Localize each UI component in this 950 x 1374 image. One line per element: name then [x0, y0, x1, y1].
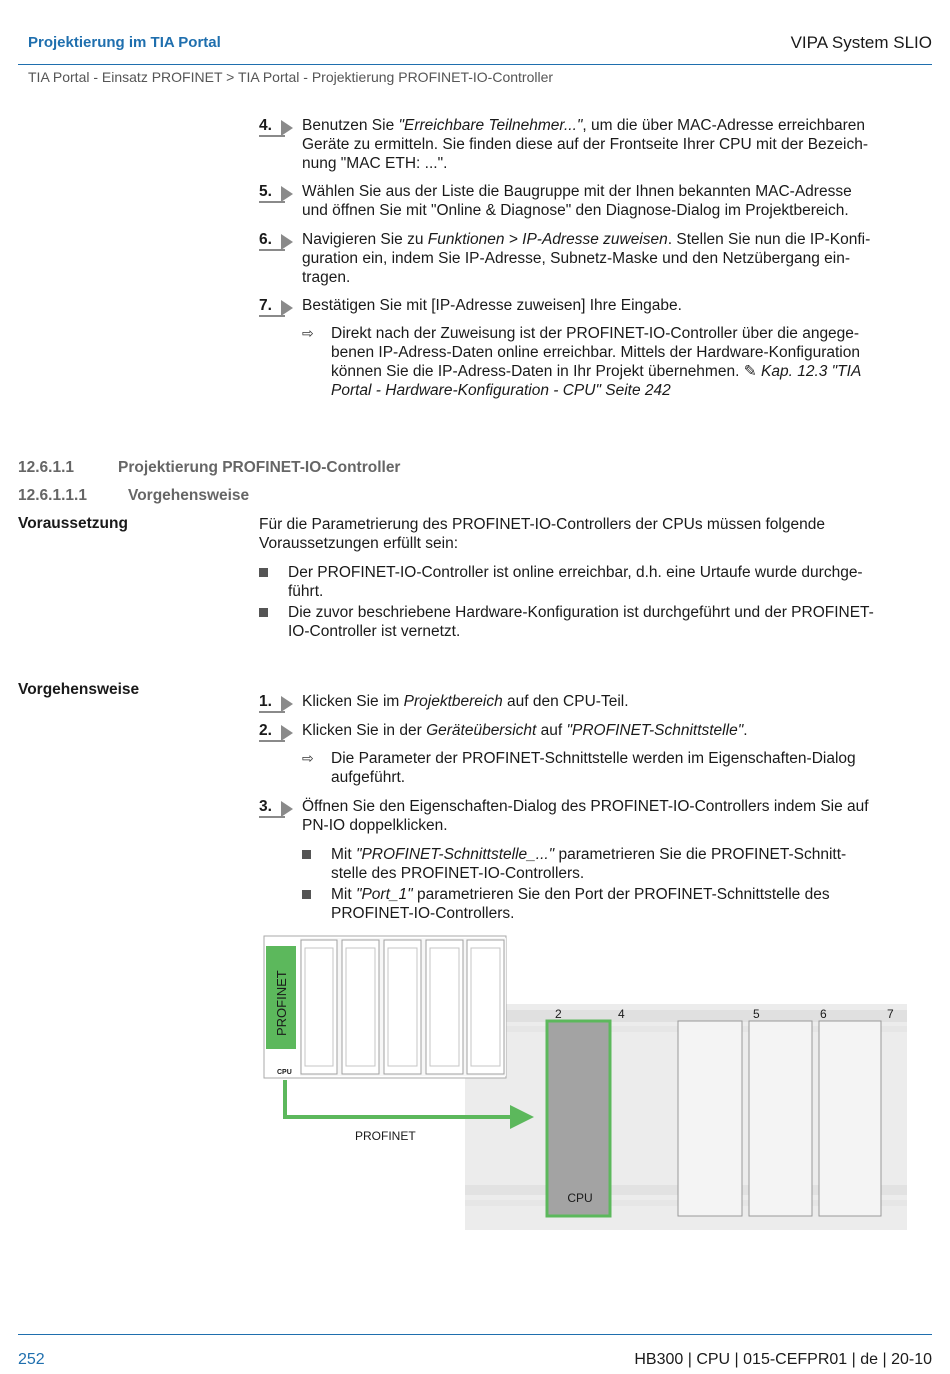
page-number: 252: [18, 1351, 45, 1368]
header-product: VIPA System SLIO: [790, 33, 932, 52]
slot-number: 7: [887, 1007, 894, 1021]
breadcrumb: TIA Portal - Einsatz PROFINET > TIA Portal - Projektierung PROFINET-IO-Controller: [28, 69, 554, 85]
heading-12-6-1-1-title: Projektierung PROFINET-IO-Controller: [118, 459, 401, 476]
list-item: Mit "PROFINET-Schnittstelle_..." parametrieren Sie die PROFINET-Schnitt- stelle des PROFINET-IO-Controllers.: [302, 845, 932, 883]
bullet-square-icon: [302, 890, 311, 899]
heading-12-6-1-1-1-number: 12.6.1.1.1: [18, 487, 87, 504]
step-arrow-icon: [281, 300, 293, 316]
list-item: Der PROFINET-IO-Controller ist online erreichbar, d.h. eine Urtaufe wurde durchge- führt.: [259, 563, 929, 601]
step-4: 4. Benutzen Sie "Erreichbare Teilnehmer...", um die über MAC-Adresse erreichbaren Geräte zu ermitteln. Sie finden diese auf der Frontseite Ihrer CPU mit der Bezeich- nung "MAC ETH: ...".: [259, 117, 868, 172]
step-arrow-icon: [281, 186, 293, 202]
step-number: 7.: [259, 296, 295, 315]
step-number: 2.: [259, 721, 295, 740]
step-number: 1.: [259, 692, 295, 711]
step-7: 7. Bestätigen Sie mit [IP-Adresse zuweisen] Ihre Eingabe.: [259, 296, 929, 315]
bullet-square-icon: [259, 608, 268, 617]
result-step-2: ⇨ Die Parameter der PROFINET-Schnittstelle werden im Eigenschaften-Dialog aufgeführt.: [302, 750, 856, 786]
heading-12-6-1-1-number: 12.6.1.1: [18, 459, 75, 476]
slot-7: [819, 1021, 881, 1216]
profinet-vertical-label: PROFINET: [274, 970, 289, 1036]
cpu-module: [547, 1021, 610, 1216]
step-number: 3.: [259, 797, 295, 816]
step-arrow-icon: [281, 725, 293, 741]
result-step-7: ⇨ Direkt nach der Zuweisung ist der PROFINET-IO-Controller über die angege- benen IP-Adress-Daten online erreichbar. Mittels der Hardware-Konfiguration können Sie die IP-Adress-Daten in Ihr Projekt übernehmen. ✎ Kap. 12.3 "TIA Portal - Hardware-Konfiguration - CPU" Seite 242: [302, 325, 862, 399]
slot-number: 4: [618, 1007, 625, 1021]
footer-divider: [18, 1334, 932, 1335]
heading-12-6-1-1-1-title: Vorgehensweise: [128, 487, 250, 504]
list-item: Die zuvor beschriebene Hardware-Konfiguration ist durchgeführt und der PROFINET- IO-Controller ist vernetzt.: [259, 603, 929, 641]
step-number: 6.: [259, 230, 295, 249]
step-2: 2. Klicken Sie in der Geräteübersicht auf "PROFINET-Schnittstelle".: [259, 721, 929, 740]
step-number: 4.: [259, 116, 295, 135]
cross-reference-link-cont[interactable]: Portal - Hardware-Konfiguration - CPU" Seite 242: [331, 382, 671, 399]
step-5: 5. Wählen Sie aus der Liste die Baugruppe mit der Ihnen bekannten MAC-Adresse und öffnen Sie mit "Online & Diagnose" den Diagnose-Dialog im Projektbereich.: [259, 183, 852, 219]
slot-6: [749, 1021, 812, 1216]
step-3: 3. Öffnen Sie den Eigenschaften-Dialog des PROFINET-IO-Controllers indem Sie auf PN-IO doppelklicken.: [259, 798, 869, 834]
cpu-small-label: CPU: [277, 1069, 292, 1076]
step-arrow-icon: [281, 120, 293, 136]
slot-number: 6: [820, 1007, 827, 1021]
result-arrow-icon: ⇨: [302, 750, 314, 766]
result-arrow-icon: ⇨: [302, 325, 314, 341]
cpu-module-label: CPU: [567, 1191, 593, 1205]
voraussetzung-intro: Für die Parametrierung des PROFINET-IO-Controllers der CPUs müssen folgende Voraussetzungen erfüllt sein:: [259, 516, 825, 552]
step-number: 5.: [259, 182, 295, 201]
side-label-voraussetzung: Voraussetzung: [18, 515, 128, 532]
document-id: HB300 | CPU | 015-CEFPR01 | de | 20-10: [634, 1351, 932, 1368]
header-section-title: Projektierung im TIA Portal: [28, 34, 221, 51]
header-divider: [18, 64, 932, 65]
hardware-config-diagram: [260, 930, 920, 1240]
step-6: 6. Navigieren Sie zu Funktionen > IP-Adresse zuweisen. Stellen Sie nun die IP-Konfi- guration ein, indem Sie IP-Adresse, Subnetz-Maske und den Netzübergang ein- tragen.: [259, 231, 871, 286]
profinet-arrow-label: PROFINET: [355, 1129, 416, 1143]
step-arrow-icon: [281, 801, 293, 817]
step-1: 1. Klicken Sie im Projektbereich auf den CPU-Teil.: [259, 692, 929, 711]
step-arrow-icon: [281, 696, 293, 712]
step-arrow-icon: [281, 234, 293, 250]
bullet-square-icon: [259, 568, 268, 577]
link-icon: ✎: [743, 363, 757, 380]
bullet-square-icon: [302, 850, 311, 859]
slot-5: [678, 1021, 742, 1216]
list-item: Mit "Port_1" parametrieren Sie den Port der PROFINET-Schnittstelle des PROFINET-IO-Controllers.: [302, 885, 932, 923]
slot-number: 5: [753, 1007, 760, 1021]
cross-reference-link[interactable]: Kap. 12.3 "TIA: [761, 363, 862, 380]
slot-number: 2: [555, 1007, 562, 1021]
side-label-vorgehensweise: Vorgehensweise: [18, 681, 140, 698]
